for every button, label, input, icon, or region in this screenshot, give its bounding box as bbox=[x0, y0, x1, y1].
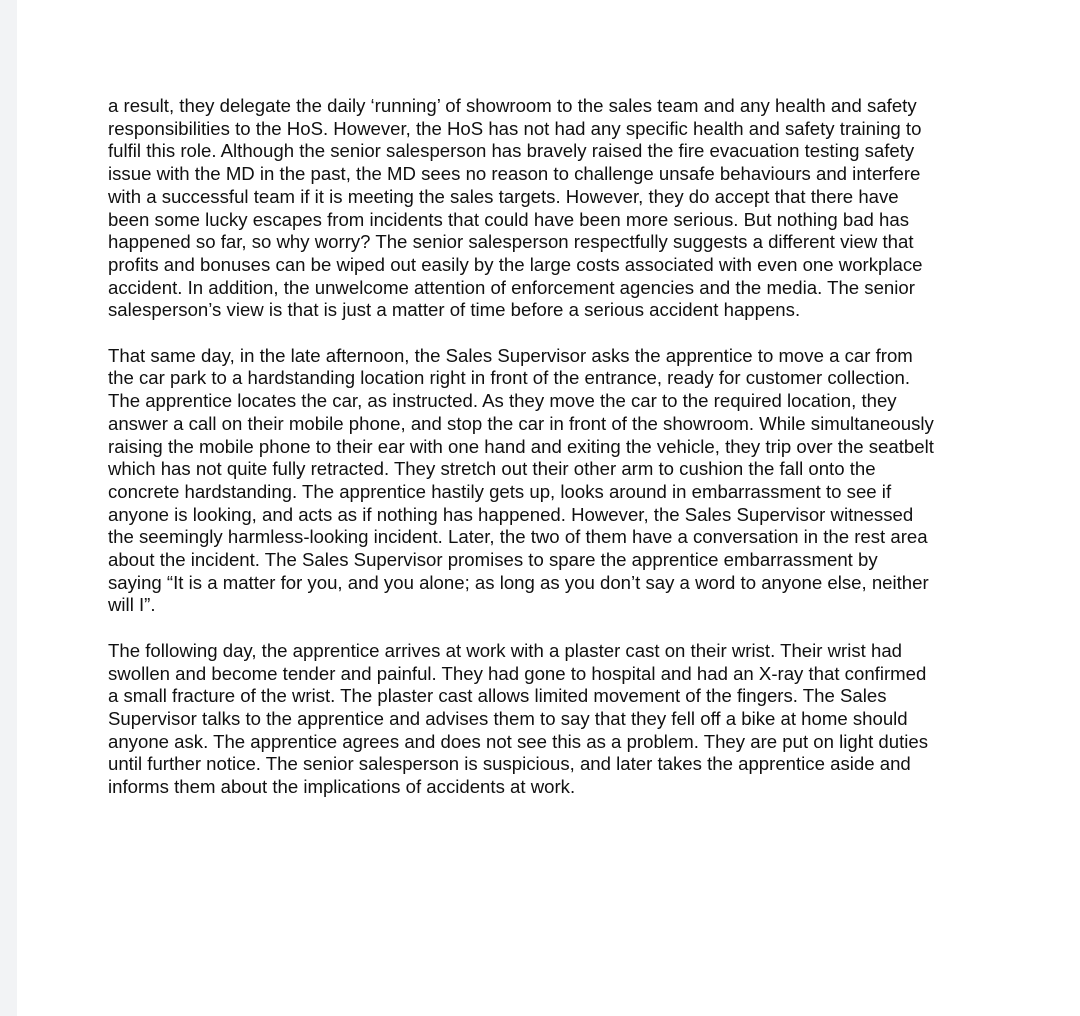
text-line: raising the mobile phone to their ear with one hand and exiting the vehicle, they trip over the seatbelt bbox=[108, 435, 934, 457]
text-line: swollen and become tender and painful. They had gone to hospital and had an X-ray that confirmed bbox=[108, 662, 927, 684]
text-line: That same day, in the late afternoon, the Sales Supervisor asks the apprentice to move a car from bbox=[108, 344, 913, 366]
text-line: accident. In addition, the unwelcome attention of enforcement agencies and the media. The senior bbox=[108, 276, 915, 298]
text-line: about the incident. The Sales Supervisor promises to spare the apprentice embarrassment by bbox=[108, 549, 878, 571]
text-line: will I”. bbox=[108, 594, 156, 616]
text-line: with a successful team if it is meeting the sales targets. However, they do accept that there have bbox=[108, 185, 899, 207]
text-line: profits and bonuses can be wiped out easily by the large costs associated with even one workplace bbox=[108, 253, 923, 275]
text-line: anyone ask. The apprentice agrees and does not see this as a problem. They are put on light duties bbox=[108, 730, 929, 752]
text-line: saying “It is a matter for you, and you alone; as long as you don’t say a word to anyone else, neither bbox=[108, 571, 929, 593]
paragraph-3 bbox=[108, 640, 998, 799]
text-line: answer a call on their mobile phone, and stop the car in front of the showroom. While simultaneously bbox=[108, 412, 934, 434]
text-line: a small fracture of the wrist. The plaster cast allows limited movement of the fingers. The Sales bbox=[108, 685, 887, 707]
text-line: the car park to a hardstanding location right in front of the entrance, ready for customer collection. bbox=[108, 367, 911, 389]
page-content bbox=[108, 95, 998, 821]
text-line: The apprentice locates the car, as instructed. As they move the car to the required location, they bbox=[108, 390, 897, 412]
text-line: happened so far, so why worry? The senior salesperson respectfully suggests a different view that bbox=[108, 231, 914, 253]
text-line: The following day, the apprentice arrives at work with a plaster cast on their wrist. Their wrist had bbox=[108, 639, 903, 661]
text-line: concrete hardstanding. The apprentice hastily gets up, looks around in embarrassment to see if bbox=[108, 480, 892, 502]
text-line: until further notice. The senior salesperson is suspicious, and later takes the apprentice aside and bbox=[108, 753, 911, 775]
text-line: the seemingly harmless-looking incident. Later, the two of them have a conversation in the rest area bbox=[108, 526, 928, 548]
text-line: been some lucky escapes from incidents that could have been more serious. But nothing bad has bbox=[108, 208, 910, 230]
text-line: fulfil this role. Although the senior salesperson has bravely raised the fire evacuation testing safety bbox=[108, 140, 915, 162]
text-line: informs them about the implications of accidents at work. bbox=[108, 776, 576, 798]
text-line: responsibilities to the HoS. However, the HoS has not had any specific health and safety training to bbox=[108, 117, 922, 139]
paragraph-2 bbox=[108, 345, 998, 617]
text-line: salesperson’s view is that is just a matter of time before a serious accident happens. bbox=[108, 299, 801, 321]
document-page bbox=[17, 0, 1080, 1016]
text-line: which has not quite fully retracted. They stretch out their other arm to cushion the fall onto the bbox=[108, 458, 876, 480]
text-line: Supervisor talks to the apprentice and advises them to say that they fell off a bike at home should bbox=[108, 707, 908, 729]
text-line: issue with the MD in the past, the MD sees no reason to challenge unsafe behaviours and interfere bbox=[108, 163, 921, 185]
text-line: a result, they delegate the daily ‘running’ of showroom to the sales team and any health and safety bbox=[108, 95, 917, 116]
text-line: anyone is looking, and acts as if nothing has happened. However, the Sales Supervisor witnessed bbox=[108, 503, 914, 525]
paragraph-1 bbox=[108, 95, 998, 322]
